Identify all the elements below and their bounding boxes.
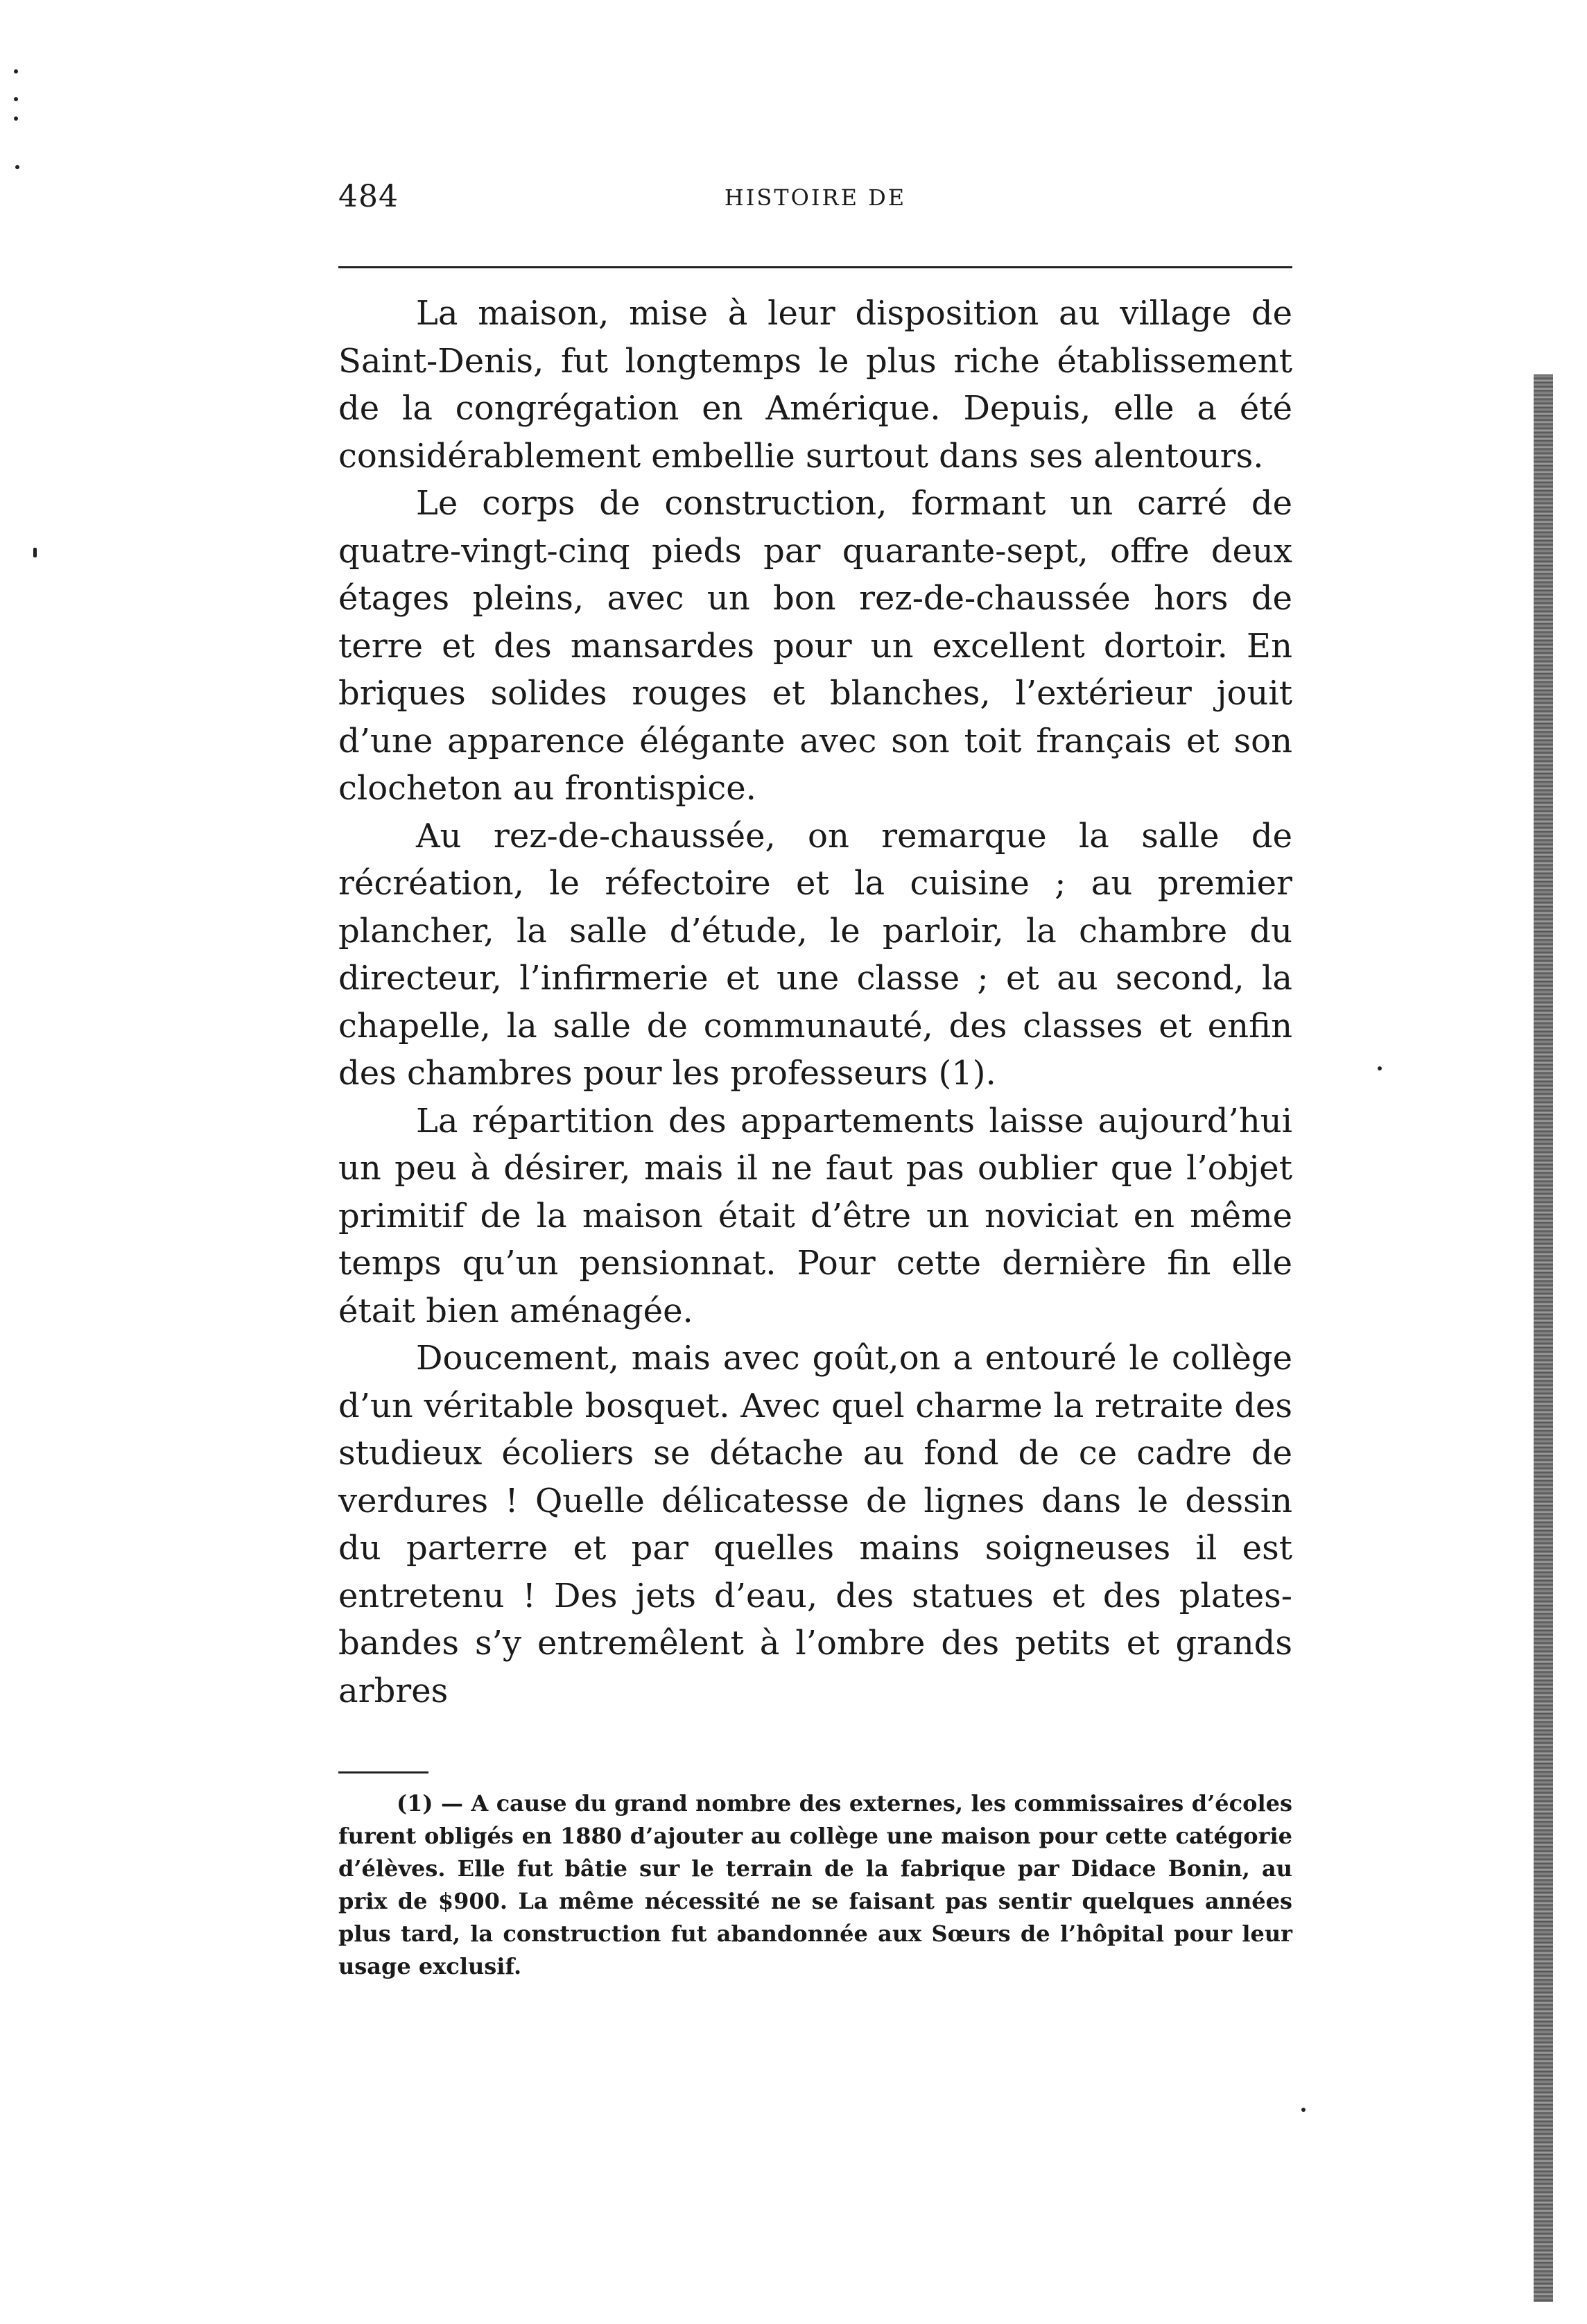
page-number: 484	[338, 179, 399, 214]
scan-speck	[33, 548, 37, 557]
paragraph: Doucement, mais avec goût,on a entouré le collège d’un véritable bosquet. Avec quel charme la retraite des studieux écoliers se détache au fond de ce cadre de verdures ! Quelle délicatesse de lignes dans le dessin du parterre et par quelles mains soigneuses il est entretenu ! Des jets d’eau, des statues et des plates-bandes s’y entremêlent à l’ombre des petits et grands arbres	[338, 1339, 1292, 1710]
body-text	[338, 290, 1292, 1715]
scan-speck	[14, 69, 18, 73]
paragraph: La répartition des appartements laisse aujourd’hui un peu à désirer, mais il ne faut pas oublier que l’objet primitif de la maison était d’être un noviciat en même temps qu’un pensionnat. Pour cette dernière fin elle était bien aménagée.	[338, 1101, 1292, 1330]
scan-speck	[14, 97, 18, 101]
paragraph: Au rez-de-chaussée, on remarque la salle de récréation, le réfectoire et la cuisine ; au premier plancher, la salle d’étude, le parloir, la chambre du directeur, l’infirmerie et une classe ; et au second, la chapelle, la salle de communauté, des classes et enfin des chambres pour les professeurs (1).	[338, 816, 1292, 1093]
footnote: (1) — A cause du grand nombre des externes, les commissaires d’écoles furent obligés en 1880 d’ajouter au collège une maison pour cette catégorie d’élèves. Elle fut bâtie sur le terrain de la fabrique par Didace Bonin, au prix de $900. La même nécessité ne se faisant pas sentir quelques années plus tard, la construction fut abandonnée aux Sœurs de l’hôpital pour leur usage exclusif.	[338, 1790, 1292, 1979]
scan-speck	[1301, 2108, 1306, 2112]
header-rule	[338, 266, 1292, 268]
scan-speck	[1378, 1066, 1382, 1070]
page-header	[338, 179, 1292, 227]
footnote-rule	[338, 1771, 428, 1774]
paragraph: Le corps de construction, formant un carré de quatre-vingt-cinq pieds par quarante-sept, offre deux étages pleins, avec un bon rez-de-chaussée hors de terre et des mansardes pour un excellent dortoir. En briques solides rouges et blanches, l’extérieur jouit d’une apparence élégante avec son toit français et son clocheton au frontispice.	[338, 484, 1292, 808]
paragraph: La maison, mise à leur disposition au village de Saint-Denis, fut longtemps le plus riche établissement de la congrégation en Amérique. Depuis, elle a été considérablement embellie surtout dans ses alentours.	[338, 294, 1292, 476]
running-head: HISTOIRE DE	[724, 184, 907, 211]
scan-speck	[14, 116, 18, 121]
scan-speck	[15, 165, 19, 169]
binding-edge	[1534, 374, 1553, 2302]
